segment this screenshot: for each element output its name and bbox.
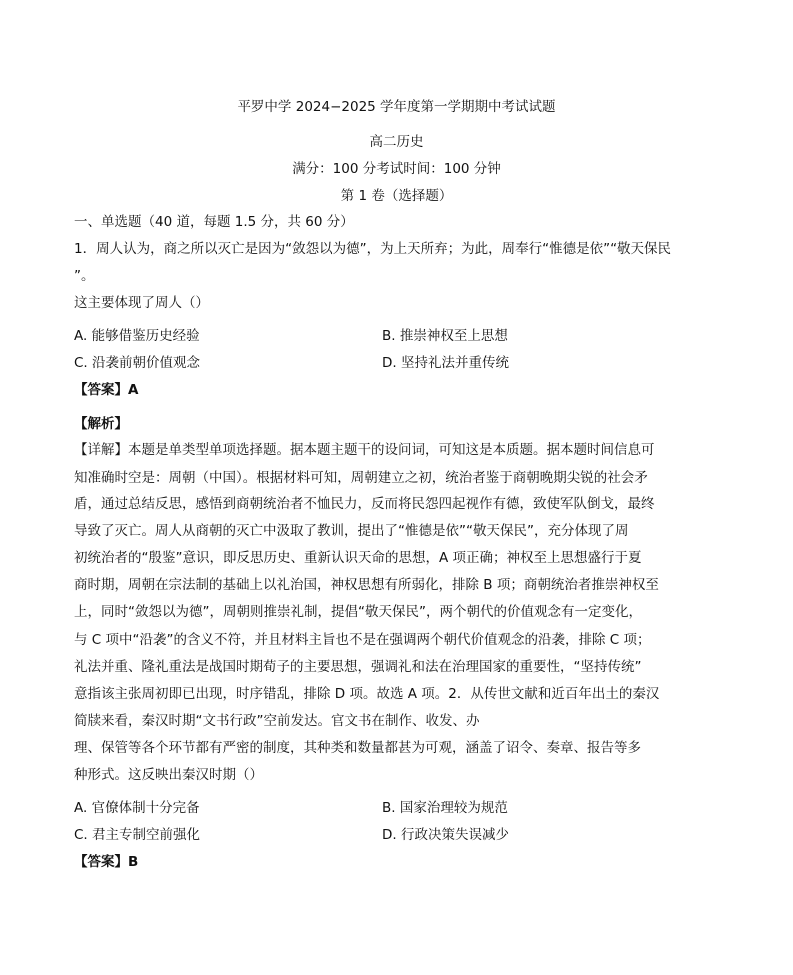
q1-option-c: C. 沿袭前朝价值观念 [74,355,201,371]
q1-detail-line: 盾，通过总结反思，感悟到商朝统治者不恤民力，反而将民怨四起视作有德，致使军队倒戈，最终 [74,496,655,512]
exam-title: 平罗中学 2024−2025 学年度第一学期期中考试试题 [237,99,556,115]
q1-detail-line: 意指该主张周初即已出现，时序错乱，排除 D 项。故选 A 项。2．从传世文献和近百年出土的秦汉 [74,686,660,702]
q1-stem-line-1: 1．周人认为，商之所以灭亡是因为“敛怨以为德”，为上天所弃；为此，周奉行“惟德是依”“敬天保民 [74,241,672,257]
q1-detail-line: 简牍来看，秦汉时期“文书行政”空前发达。官文书在制作、收发、办 [74,713,480,729]
q1-stem-line-2: ”。 [74,268,95,284]
q1-stem-line-3: 这主要体现了周人（） [74,295,209,311]
q1-detail-line: 商时期，周朝在宗法制的基础上以礼治国，神权思想有所弱化，排除 B 项；商朝统治者推崇神权至 [74,577,659,593]
q1-detail-line: 知准确时空是：周朝（中国）。根据材料可知，周朝建立之初，统治者鉴于商朝晚期尖锐的社会矛 [74,470,648,486]
q1-detail-line: 礼法并重、隆礼重法是战国时期荀子的主要思想，强调礼和法在治理国家的重要性，“坚持传统” [74,659,642,675]
q1-detail-line: 【详解】本题是单类型单项选择题。据本题主题干的设问词，可知这是本质题。据本题时间信息可 [74,442,655,458]
q1-detail-line: 初统治者的“殷鉴”意识，即反思历史、重新认识天命的思想，A 项正确；神权至上思想盛行于夏 [74,550,642,566]
q1-detail-line: 理、保管等各个环节都有严密的制度，其种类和数量都甚为可观，涵盖了诏令、奏章、报告等多 [74,740,641,756]
q1-option-b: B. 推崇神权至上思想 [382,328,508,344]
q2-option-a: A. 官僚体制十分完备 [74,800,200,816]
q1-answer: 【答案】A [74,382,139,398]
q1-detail-line: 种形式。这反映出秦汉时期（） [74,767,263,783]
q1-detail-line: 与 C 项中“沿袭”的含义不符，并且材料主旨也不是在强调两个朝代价值观念的沿袭，排除 C 项； [74,632,651,648]
q2-option-c: C. 君主专制空前强化 [74,827,201,843]
q1-detail-line: 导致了灭亡。周人从商朝的灭亡中汲取了教训，提出了“惟德是依”“敬天保民”，充分体现了周 [74,523,629,539]
q1-option-d: D. 坚持礼法并重传统 [382,355,509,371]
volume-title: 第 1 卷（选择题） [340,188,453,204]
q1-option-a: A. 能够借鉴历史经验 [74,328,200,344]
subject-title: 高二历史 [369,134,424,150]
exam-meta: 满分：100 分考试时间：100 分钟 [292,161,501,177]
q1-analysis-label: 【解析】 [74,416,128,432]
q1-detail-line: 上，同时“敛怨以为德”，周朝则推崇礼制，提倡“敬天保民”，两个朝代的价值观念有一定变化， [74,604,642,620]
q2-option-b: B. 国家治理较为规范 [382,800,508,816]
q2-answer: 【答案】B [74,854,139,870]
section-heading: 一、单选题（40 道，每题 1.5 分，共 60 分） [74,214,354,230]
q2-option-d: D. 行政决策失误减少 [382,827,509,843]
